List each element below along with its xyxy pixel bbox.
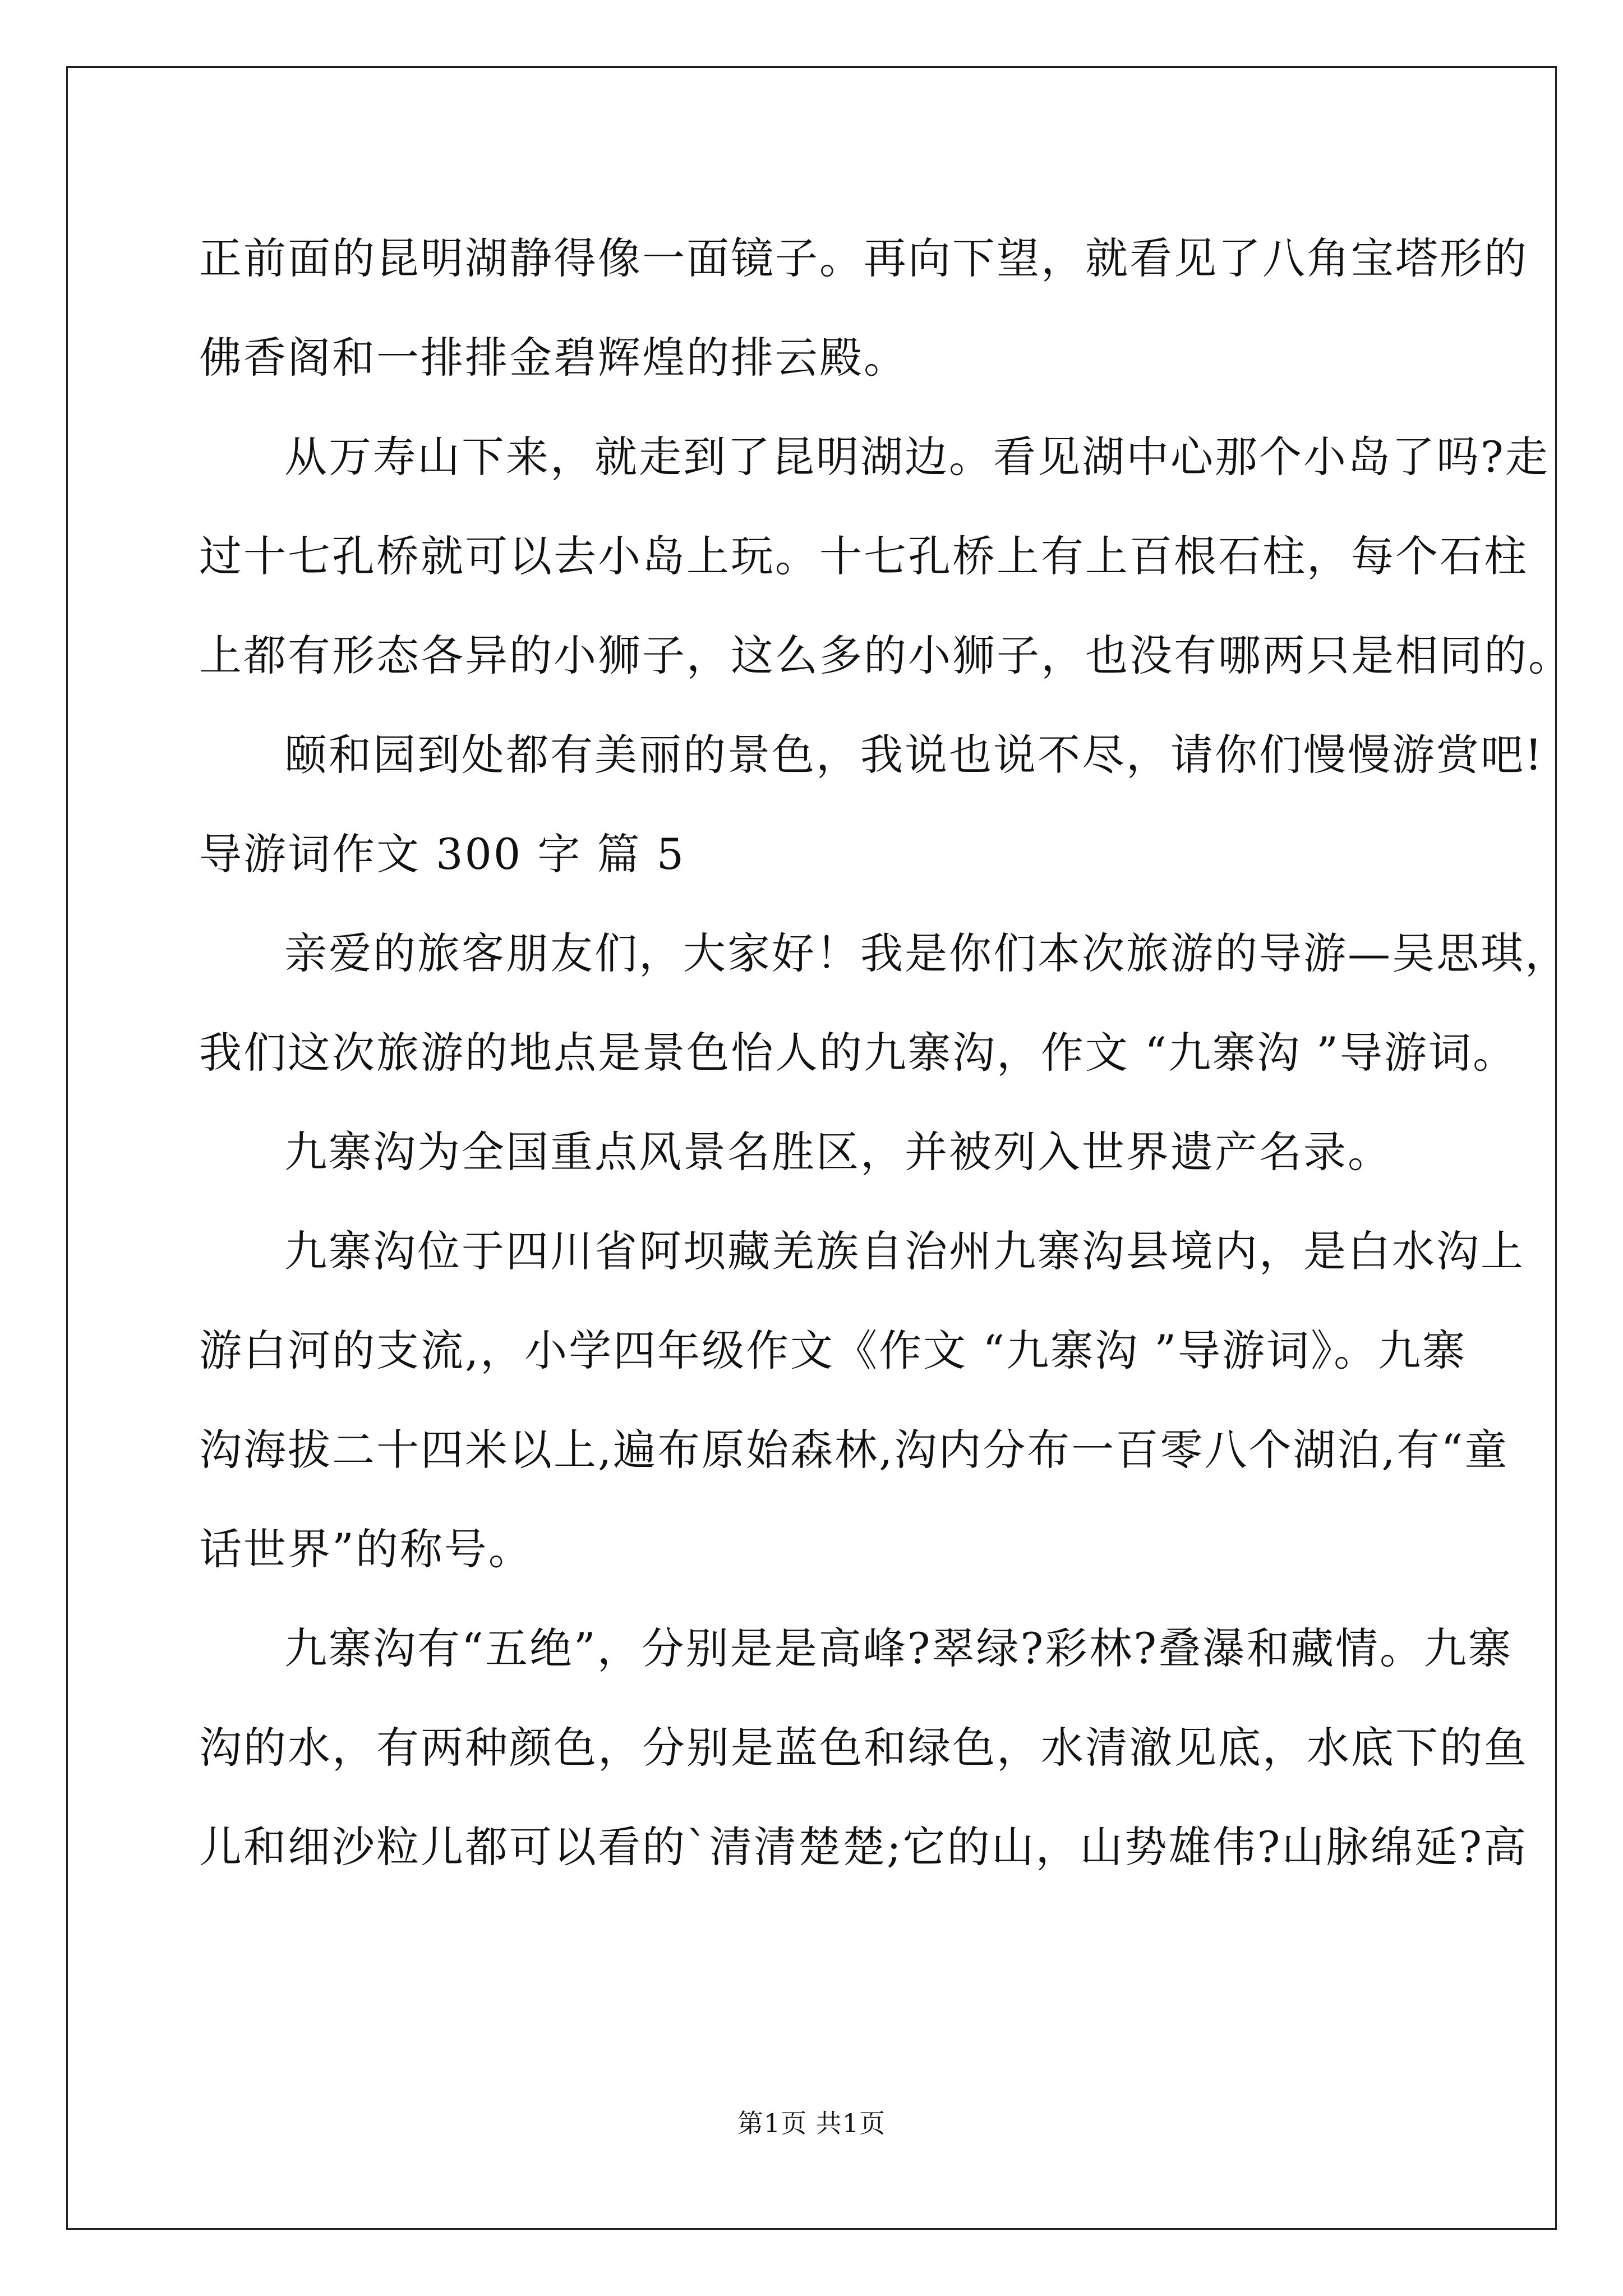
text-line: 亲爱的旅客朋友们，大家好！我是你们本次旅游的导游—吴思琪，: [284, 928, 1569, 978]
text-line: 颐和园到处都有美丽的景色，我说也说不尽，请你们慢慢游赏吧!: [284, 730, 1544, 780]
text-line: 沟的水，有两种颜色，分别是蓝色和绿色，水清澈见底，水底下的鱼: [199, 1723, 1528, 1773]
text-line: 佛香阁和一排排金碧辉煌的排云殿。: [199, 333, 908, 383]
text-line: 从万寿山下来，就走到了昆明湖边。看见湖中心那个小岛了吗?走: [284, 432, 1550, 482]
document-body: [199, 209, 1573, 1897]
text-line: 我们这次旅游的地点是景色怡人的九寨沟，作文 “九寨沟 ”导游词。: [199, 1028, 1518, 1078]
text-line: 上都有形态各异的小狮子，这么多的小狮子，也没有哪两只是相同的。: [199, 631, 1573, 680]
text-line: 正前面的昆明湖静得像一面镜子。再向下望，就看见了八角宝塔形的: [199, 233, 1528, 283]
text-line: 话世界”的称号。: [199, 1524, 533, 1574]
text-line: 九寨沟有“五绝”，分别是是高峰?翠绿?彩林?叠瀑和藏情。九寨: [284, 1623, 1513, 1673]
text-line: 导游词作文 300 字 篇 5: [199, 829, 686, 879]
text-line: 九寨沟位于四川省阿坝藏羌族自治州九寨沟县境内，是白水沟上: [284, 1226, 1525, 1276]
text-line: 游白河的支流,，小学四年级作文《作文 “九寨沟 ”导游词》。九寨: [199, 1326, 1467, 1375]
text-line: 儿和细沙粒儿都可以看的`清清楚楚;它的山，山势雄伟?山脉绵延?高: [199, 1822, 1528, 1872]
text-line: 沟海拔二十四米以上,遍布原始森林,沟内分布一百零八个湖泊,有“童: [199, 1425, 1509, 1475]
page-footer: 第1页 共1页: [737, 2108, 886, 2138]
text-line: 过十七孔桥就可以去小岛上玩。十七孔桥上有上百根石柱，每个石柱: [199, 531, 1528, 581]
text-line: 九寨沟为全国重点风景名胜区，并被列入世界遗产名录。: [284, 1127, 1392, 1177]
